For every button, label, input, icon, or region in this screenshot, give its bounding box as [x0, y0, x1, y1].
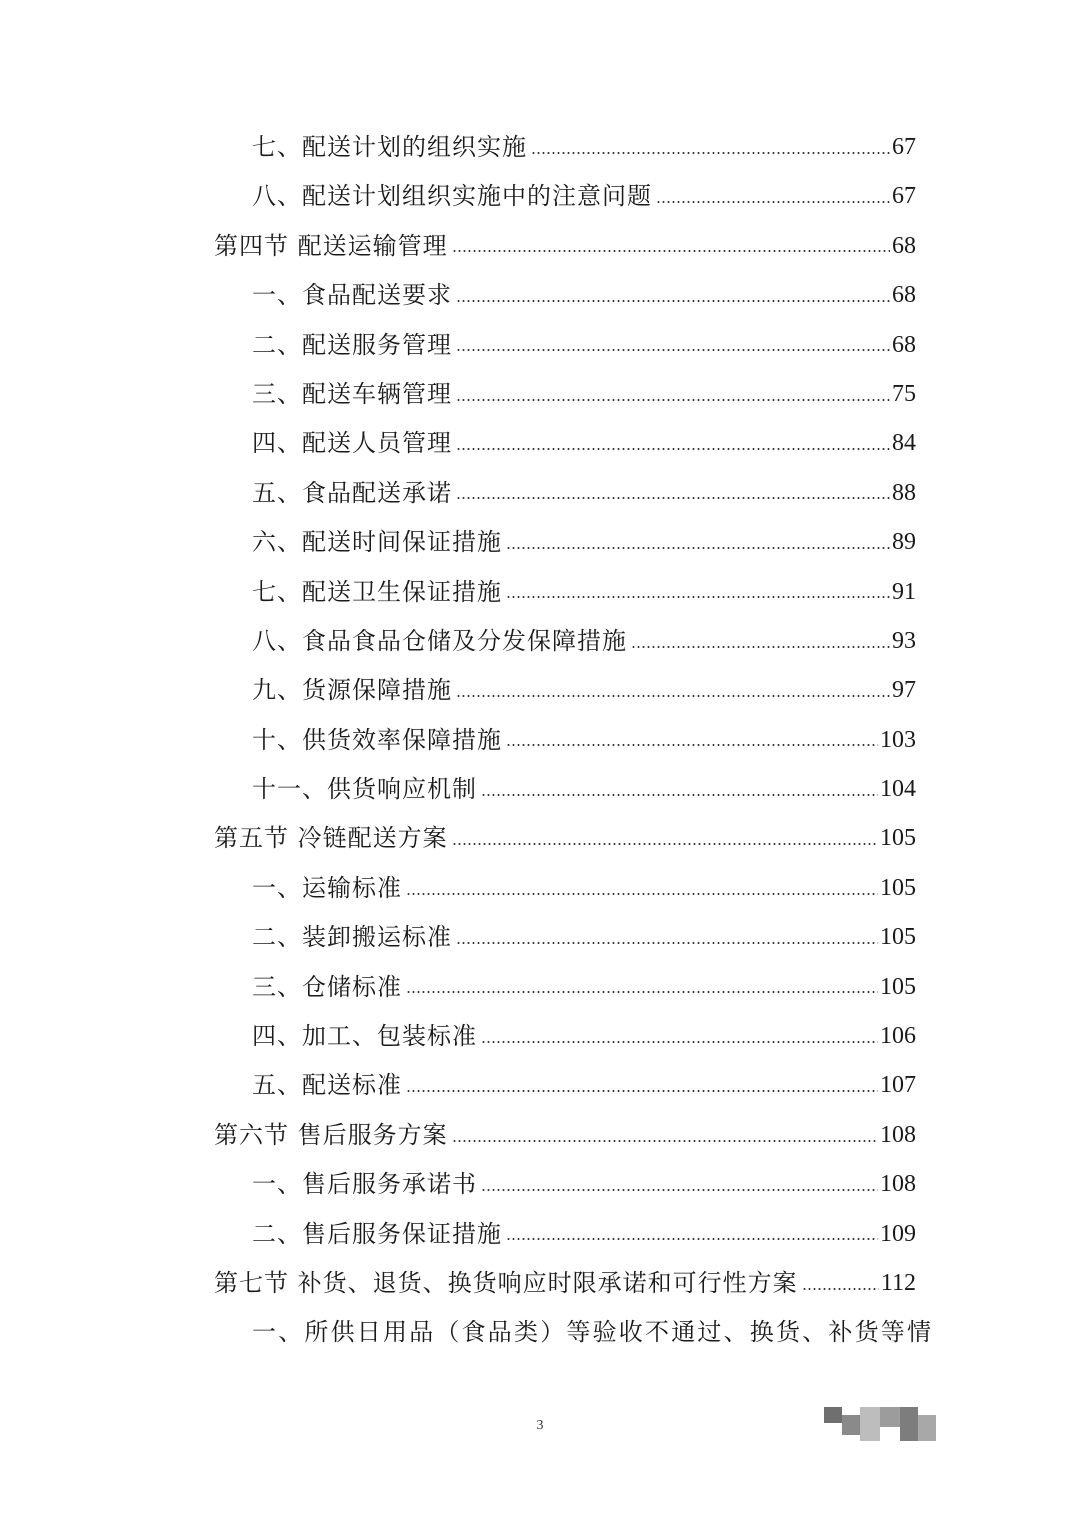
toc-dot-leader	[406, 893, 878, 895]
toc-entry-title: 二、装卸搬运标准	[252, 923, 452, 952]
toc-entry-page: 109	[880, 1220, 916, 1247]
toc-section-entry[interactable]	[214, 814, 916, 863]
toc-section-entry[interactable]	[214, 222, 916, 271]
toc-entry[interactable]	[252, 518, 916, 567]
toc-dot-leader	[506, 547, 890, 549]
toc-dot-leader	[452, 250, 890, 252]
toc-dot-leader	[456, 448, 890, 450]
toc-entry[interactable]	[252, 1061, 916, 1110]
toc-entry-title: 一、所供日用品（食品类）等验收不通过、换货、补货等情	[252, 1318, 934, 1347]
toc-entry-page: 67	[892, 134, 916, 160]
toc-entry-page: 108	[880, 1171, 916, 1198]
toc-entry-page: 68	[892, 282, 916, 309]
toc-entry[interactable]	[252, 716, 916, 765]
toc-entry-title: 四、配送人员管理	[252, 429, 452, 458]
toc-entry-title: 五、食品配送承诺	[252, 478, 452, 507]
toc-entry-page: 93	[892, 627, 916, 654]
toc-entry-title: 七、配送卫生保证措施	[252, 577, 502, 606]
toc-entry[interactable]	[252, 321, 916, 370]
toc-entry[interactable]	[252, 1210, 916, 1259]
toc-dot-leader	[456, 695, 890, 697]
toc-entry-title: 七、配送计划的组织实施	[252, 133, 527, 161]
toc-dot-leader	[506, 596, 890, 598]
toc-dot-leader	[631, 646, 890, 648]
toc-entry[interactable]	[252, 666, 916, 715]
toc-dot-leader	[452, 1140, 878, 1142]
toc-entry-page: 84	[892, 430, 916, 457]
toc-entry-title: 九、货源保障措施	[252, 676, 452, 705]
toc-entry[interactable]	[252, 172, 916, 221]
toc-entry-page: 112	[880, 1269, 916, 1296]
pixelated-watermark-logo	[824, 1405, 936, 1443]
toc-entry-page: 97	[892, 677, 916, 704]
toc-entry[interactable]	[252, 1012, 916, 1061]
toc-entry[interactable]	[252, 469, 916, 518]
toc-dot-leader	[456, 399, 890, 401]
toc-section-entry[interactable]	[214, 1111, 916, 1160]
toc-entry-page: 75	[892, 380, 916, 407]
toc-entry-page: 105	[880, 825, 916, 852]
toc-entry-page: 88	[892, 479, 916, 506]
toc-dot-leader	[456, 300, 890, 302]
toc-entry[interactable]	[252, 419, 916, 468]
toc-entry-page: 108	[880, 1121, 916, 1148]
page-number: 3	[536, 1418, 544, 1433]
toc-entry[interactable]	[252, 963, 916, 1012]
toc-dot-leader	[452, 843, 878, 845]
toc-entry-title: 二、售后服务保证措施	[252, 1219, 502, 1248]
toc-entry-title: 十一、供货响应机制	[252, 775, 477, 804]
toc-entry-title: 二、配送服务管理	[252, 330, 452, 359]
toc-entry[interactable]	[252, 123, 916, 172]
toc-entry-title: 八、配送计划组织实施中的注意问题	[252, 182, 652, 211]
toc-entry[interactable]	[252, 568, 916, 617]
toc-entry-page: 89	[892, 529, 916, 556]
toc-entry-page: 68	[892, 232, 916, 259]
toc-entry-page: 105	[880, 874, 916, 901]
toc-entry-title: 四、加工、包装标准	[252, 1022, 477, 1051]
toc-entry-page: 105	[880, 924, 916, 951]
toc-entry-page: 105	[880, 973, 916, 1000]
toc-entry-title: 三、配送车辆管理	[252, 379, 452, 408]
toc-entry-page: 107	[880, 1072, 916, 1099]
toc-entry-page: 103	[880, 726, 916, 753]
toc-entry-page: 91	[892, 578, 916, 605]
toc-entry[interactable]	[252, 617, 916, 666]
toc-dot-leader	[531, 152, 890, 154]
toc-entry-title: 第六节 售后服务方案	[214, 1120, 448, 1149]
toc-entry-page: 68	[892, 331, 916, 358]
toc-entry-title: 一、售后服务承诺书	[252, 1170, 477, 1199]
toc-entry-page: 104	[880, 776, 916, 803]
toc-dot-leader	[506, 744, 878, 746]
toc-dot-leader	[481, 1041, 878, 1043]
toc-entry[interactable]	[252, 765, 916, 814]
toc-dot-leader	[656, 201, 890, 203]
toc-entry[interactable]	[252, 370, 916, 419]
toc-dot-leader	[406, 1090, 878, 1092]
toc-entry-page: 106	[880, 1023, 916, 1050]
toc-entry[interactable]	[252, 1308, 934, 1357]
toc-dot-leader	[456, 349, 890, 351]
toc-entry-title: 一、运输标准	[252, 873, 402, 902]
toc-entry-title: 八、食品食品仓储及分发保障措施	[252, 626, 627, 655]
toc-entry-page: 67	[892, 183, 916, 210]
toc-entry-title: 六、配送时间保证措施	[252, 528, 502, 557]
toc-dot-leader	[456, 942, 878, 944]
toc-entry[interactable]	[252, 913, 916, 962]
toc-dot-leader	[456, 497, 890, 499]
toc-entry[interactable]	[252, 864, 916, 913]
toc-entry[interactable]	[252, 271, 916, 320]
table-of-contents	[0, 123, 1080, 1358]
toc-entry-title: 三、仓储标准	[252, 972, 402, 1001]
toc-entry-title: 第七节 补货、退货、换货响应时限承诺和可行性方案	[214, 1268, 798, 1297]
toc-entry-title: 五、配送标准	[252, 1071, 402, 1100]
toc-dot-leader	[406, 991, 878, 993]
toc-section-entry[interactable]	[214, 1259, 916, 1308]
toc-dot-leader	[481, 794, 878, 796]
toc-entry-title: 第五节 冷链配送方案	[214, 824, 448, 853]
toc-dot-leader	[481, 1189, 878, 1191]
toc-entry-title: 十、供货效率保障措施	[252, 725, 502, 754]
toc-entry-title: 第四节 配送运输管理	[214, 231, 448, 260]
toc-dot-leader	[802, 1288, 879, 1290]
toc-dot-leader	[506, 1238, 878, 1240]
toc-entry[interactable]	[252, 1160, 916, 1209]
toc-entry-title: 一、食品配送要求	[252, 281, 452, 310]
